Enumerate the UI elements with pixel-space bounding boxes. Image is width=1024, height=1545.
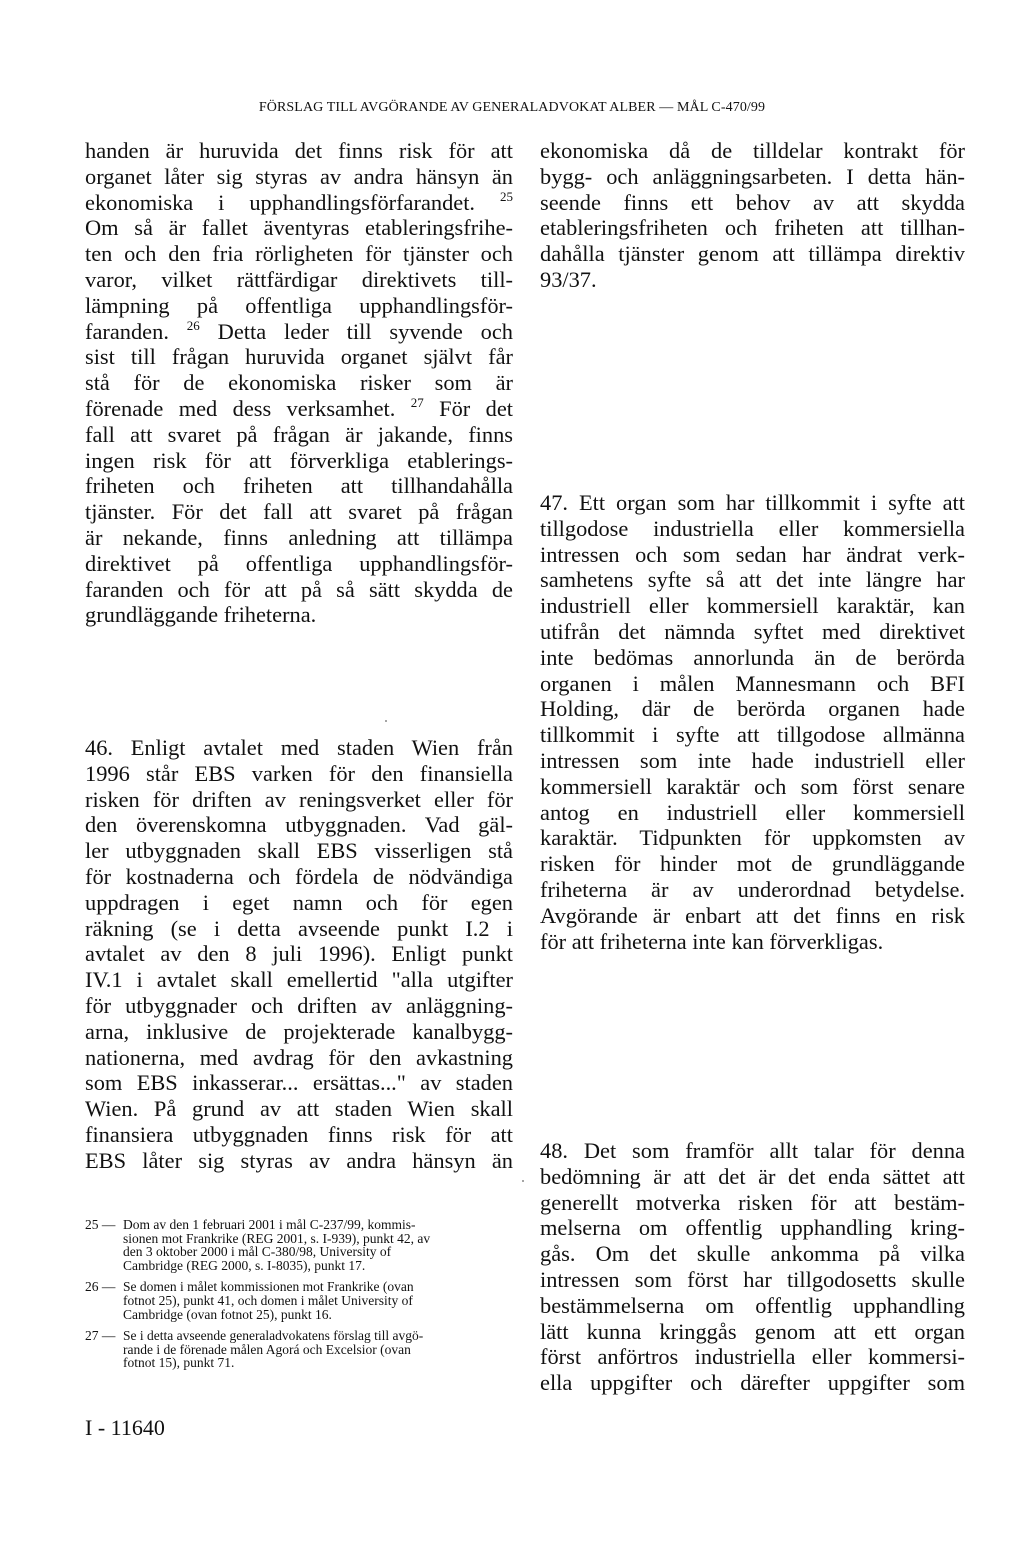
footnote-line: rande i de förenade målen Agorá och Excelsior (ovan: [123, 1341, 411, 1357]
footnote-27: [85, 1329, 515, 1370]
footnote-line: Dom av den 1 februari 2001 i mål C-237/99, kommis-: [123, 1217, 416, 1232]
text-line: grundläggande friheterna.: [85, 602, 317, 628]
footnote-line: Cambridge (ovan fotnot 25), punkt 16.: [123, 1306, 332, 1322]
text-line: räkning (se i detta avseende punkt I.2 i: [85, 915, 513, 941]
text-line: direktivet på offentliga upphandlingsför-: [85, 550, 513, 576]
text-line: först anförtros industriella eller kommersi-: [540, 1344, 965, 1370]
text-line: risken för hinder mot de grundläggande: [540, 851, 965, 877]
text-line: tillgodose industriella eller kommersiella: [540, 515, 965, 541]
text-line: tillkommit i syfte att tillgodose allmänna: [540, 722, 965, 748]
text-line: nationerna, med avdrag för den avkastning: [85, 1044, 513, 1070]
footnote-line: fotnot 25), punkt 41, och domen i målet University of: [123, 1292, 413, 1308]
footnotes: [85, 1218, 515, 1378]
footnote-ref-26: 26: [186, 317, 200, 333]
left-continuation-paragraph: [85, 138, 513, 628]
text-line: är nekande, finns anledning att tillämpa: [85, 524, 513, 550]
footnote-marker: 25 —: [85, 1217, 116, 1232]
text-line: dahålla tjänster genom att tillämpa direktiv: [540, 241, 965, 267]
paragraph-48: [540, 1138, 965, 1396]
text-line: för kostnaderna och fördela de nödvändiga: [85, 863, 513, 889]
print-speck: [522, 1180, 524, 1182]
text-line: 47. Ett organ som har tillkommit i syfte att: [540, 490, 965, 515]
right-continuation-paragraph: [540, 138, 965, 293]
footnote-line: den 3 oktober 2000 i mål C-380/98, University of: [123, 1244, 392, 1260]
text-line: Holding, där de berörda organen hade: [540, 696, 965, 722]
text-line: som EBS inkasserar... ersättas..." av staden: [85, 1070, 513, 1096]
footnote-25: [85, 1218, 515, 1272]
footnote-line: Se domen i målet kommissionen mot Frankrike (ovan: [123, 1279, 414, 1295]
text-line: etableringsfriheten och friheten att tillhan-: [540, 215, 965, 241]
text-line: friheten och friheten att tillhandahålla: [85, 473, 513, 499]
text-line: för att friheterna inte kan förverkligas.: [540, 928, 884, 954]
print-speck: [385, 720, 387, 722]
text-line: lämpning på offentliga upphandlingsför-: [85, 292, 513, 318]
text-line: finansiera utbyggnaden finns risk för att: [85, 1121, 513, 1147]
text-line: den överenskomna utbyggnaden. Vad gäl-: [85, 812, 513, 838]
text-line: risken för driften av reningsverket eller för: [85, 786, 513, 812]
page-number: I - 11640: [85, 1415, 165, 1440]
text-line: 48. Det som framför allt talar för denna: [540, 1138, 965, 1163]
footnote-line: fotnot 15), punkt 71.: [123, 1355, 235, 1371]
text-line: friheterna är av underordnad betydelse.: [540, 876, 965, 902]
paragraph-46: [85, 735, 513, 1174]
footnote-26: [85, 1280, 515, 1321]
text-line: Wien. På grund av att staden Wien skall: [85, 1096, 513, 1122]
text-line: stå för de ekonomiska risker som är: [85, 370, 513, 396]
text-line-with-fn27: förenade med dess verksamhet. $^{27}$ För det: [85, 394, 513, 421]
text-line: uppdragen i eget namn och för egen: [85, 889, 513, 915]
text-line: kommersiell karaktär och som först senare: [540, 773, 965, 799]
text-line: inte bedömas annorlunda än de berörda: [540, 644, 965, 670]
text-line: generellt motverka risken för att bestäm-: [540, 1189, 965, 1215]
text-line: intressen som inte hade industriell eller: [540, 747, 965, 773]
footnote-line: Cambridge (REG 2000, s. I-8035), punkt 17.: [123, 1257, 366, 1273]
footnote-line: Se i detta avseende generaladvokatens förslag till avgö-: [123, 1328, 424, 1344]
text-line: IV.1 i avtalet skall emellertid "alla utgifter: [85, 967, 513, 993]
text-line: organet låter sig styras av andra hänsyn än: [85, 163, 513, 189]
text-line: fall att svaret på frågan är jakande, finns: [85, 421, 513, 447]
text-line: antog en industriell eller kommersiell: [540, 799, 965, 825]
text-line: bedömning är att det är det enda sättet att: [540, 1163, 965, 1189]
text-line: ella uppgifter och därefter uppgifter som: [540, 1370, 965, 1396]
footnote-marker: 27 —: [85, 1328, 116, 1344]
text-line: faranden och för att på så sätt skydda de: [85, 576, 513, 602]
running-head: FÖRSLAG TILL AVGÖRANDE AV GENERALADVOKAT ALBER — MÅL C-470/99: [258, 100, 766, 115]
text-line: Avgörande är enbart att det finns en risk: [540, 902, 965, 928]
text-line: intressen som först har tillgodosetts skulle: [540, 1266, 965, 1292]
text-line: varor, vilket rättfärdigar direktivets till-: [85, 266, 513, 292]
text-line: avtalet av den 8 juli 1996). Enligt punkt: [85, 941, 513, 967]
text-line-with-fn25: ekonomiska i upphandlingsförfarandet. $^{25}$: [85, 188, 513, 215]
text-line: intressen och som sedan har ändrat verk-: [540, 541, 965, 567]
text-line: ler utbyggnaden skall EBS visserligen stå: [85, 838, 513, 864]
text-line: karaktär. Tidpunkten för uppkomsten av: [540, 825, 965, 851]
text-line: 1996 står EBS varken för den finansiella: [85, 760, 513, 786]
text-line: tjänster. För det fall att svaret på frågan: [85, 499, 513, 525]
text-line: gås. Om det skulle ankomma på vilka: [540, 1241, 965, 1267]
text-line: 46. Enligt avtalet med staden Wien från: [85, 735, 513, 760]
text-line: seende finns ett behov av att skydda: [540, 189, 965, 215]
text-line: ten och den fria rörligheten för tjänster och: [85, 241, 513, 267]
text-line: EBS låter sig styras av andra hänsyn än: [85, 1147, 513, 1173]
text-line: samhetens syfte så att det inte längre har: [540, 567, 965, 593]
text-line: industriell eller kommersiell karaktär, kan: [540, 593, 965, 619]
text-line: för utbyggnader och driften av anläggning-: [85, 992, 513, 1018]
text-line: Om så är fallet äventyras etableringsfrihe-: [85, 215, 513, 241]
footnote-ref-27: 27: [410, 394, 424, 410]
text-line: melserna om offentlig upphandling kring-: [540, 1215, 965, 1241]
footnote-line: sionen mot Frankrike (REG 2001, s. I-939), punkt 42, av: [123, 1230, 431, 1246]
text-line: 93/37.: [540, 266, 597, 292]
text-line: bygg- och anläggningsarbeten. I detta hän-: [540, 163, 965, 189]
paragraph-47: [540, 490, 965, 954]
text-line: sist till frågan huruvida organet självt får: [85, 344, 513, 370]
text-line: utifrån det nämnda syftet med direktivet: [540, 618, 965, 644]
text-line: lätt kunna kringgås genom att ett organ: [540, 1318, 965, 1344]
text-line: bestämmelserna om offentlig upphandling: [540, 1292, 965, 1318]
text-line-with-fn26: faranden. $^{26}$ Detta leder till syvende och: [85, 317, 513, 344]
text-line: organen i målen Mannesmann och BFI: [540, 670, 965, 696]
text-line: handen är huruvida det finns risk för att: [85, 138, 513, 163]
text-line: ekonomiska då de tilldelar kontrakt för: [540, 138, 965, 163]
footnote-ref-25: 25: [499, 188, 513, 204]
footnote-marker: 26 —: [85, 1279, 116, 1295]
text-line: ingen risk för att förverkliga etablerings-: [85, 447, 513, 473]
text-line: arna, inklusive de projekterade kanalbygg-: [85, 1018, 513, 1044]
